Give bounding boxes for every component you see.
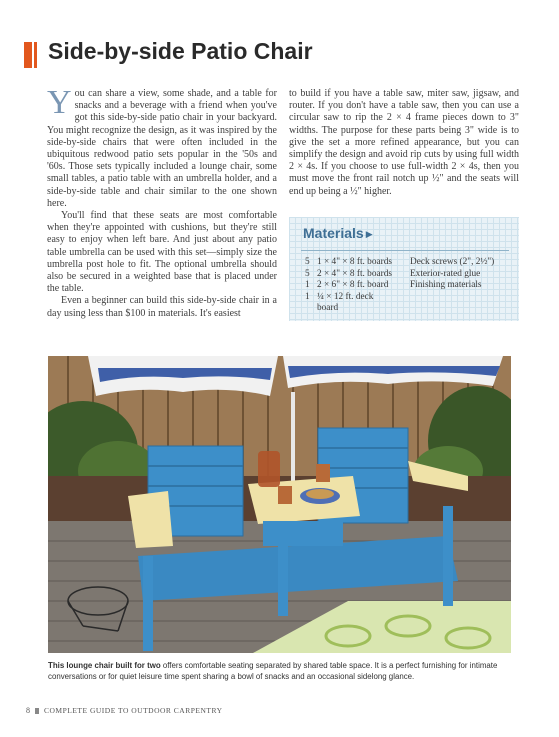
- page-title: Side-by-side Patio Chair: [48, 38, 313, 64]
- title-accent-bar: [24, 42, 32, 68]
- material-name: 2 × 6" × 8 ft. board: [317, 280, 389, 291]
- triangle-right-icon: ▶: [365, 229, 373, 239]
- page-number: 8: [26, 706, 30, 715]
- title-accent-bar-thin: [34, 42, 37, 68]
- material-qty: 1: [305, 291, 310, 302]
- supply-item: Exterior-rated glue: [410, 268, 481, 279]
- paragraph-2: You'll find that these seats are most comfortable when they're appointed with cushions, but they're still easy to enjoy when left bare. And just about any patio table umbrella can be used with this set—simply size the umbrella post hole to fit. The optional umbrella should also be secured in a weighted base that is placed under the table.: [47, 210, 277, 295]
- material-qty: 5: [305, 268, 310, 279]
- footer-square-icon: [35, 708, 39, 714]
- drop-cap: Y: [47, 84, 72, 121]
- materials-lumber-list: [305, 257, 415, 315]
- body-column-left: [47, 84, 277, 320]
- photo-caption: [48, 660, 516, 682]
- supply-item: Finishing materials: [410, 280, 482, 291]
- caption-text: offers comfortable seating separated by shared table space. It is a perfect furnishing for intimate conversations or for quiet leisure time spent sharing a bowl of snacks and an occasional sidelong glance.: [48, 661, 498, 681]
- paragraph-3: Even a beginner can build this side-by-side chair in a day using less than $100 in materials. It's easiest: [47, 295, 277, 319]
- materials-heading-text: Materials: [303, 225, 364, 241]
- supply-item: Deck screws (2", 2½"): [410, 257, 495, 267]
- materials-divider: [301, 250, 509, 251]
- chair-photo: [48, 356, 511, 653]
- material-qty: 1: [305, 280, 310, 291]
- materials-supplies-list: [410, 257, 515, 292]
- material-item: [305, 292, 415, 315]
- paragraph-1-text: ou can share a view, some shade, and a table for snacks and a beverage with a friend when you've got this side-by-side patio chair in your backyard. You might recognize the design, as it was inspired by the side-by-side chairs that were often included in the ubiquitous redwood patio sets popular in the '50s and '60s. Those sets typically included a lounge chair, some small tables, a patio table with an umbrella holder, and a side-by-side table and chair similar to the one shown here.: [47, 88, 277, 209]
- body-column-right: [289, 88, 519, 198]
- chair-photo-illustration: [48, 356, 511, 653]
- caption-lead: This lounge chair built for two: [48, 661, 161, 670]
- materials-heading: [303, 225, 373, 241]
- book-title: COMPLETE GUIDE TO OUTDOOR CARPENTRY: [44, 706, 223, 715]
- paragraph-4: to build if you have a table saw, miter saw, jigsaw, and router. If you don't have a table saw, then you can use a circular saw to rip the 2 × 4 frame pieces down to 3" widths. The purpose for these parts being 3" wide is to give the set a more refined appearance, but you can simplify the design and avoid rip cuts by using full width 2 × 4s. If you choose to use full-width 2 × 4s, then you must move the front rail notch up ½" and the seats will end up being a ½" higher.: [289, 88, 519, 197]
- material-name: 2 × 4" × 8 ft. boards: [317, 268, 392, 279]
- material-qty: 5: [305, 257, 310, 267]
- material-item: [305, 280, 415, 292]
- material-name: ¼ × 12 ft. deck board: [317, 291, 374, 314]
- materials-box: [289, 217, 519, 321]
- material-item: [305, 257, 415, 269]
- paragraph-1: [47, 84, 277, 210]
- material-name: 1 × 4" × 8 ft. boards: [317, 257, 392, 267]
- page-footer: [26, 706, 222, 715]
- material-item: [305, 269, 415, 281]
